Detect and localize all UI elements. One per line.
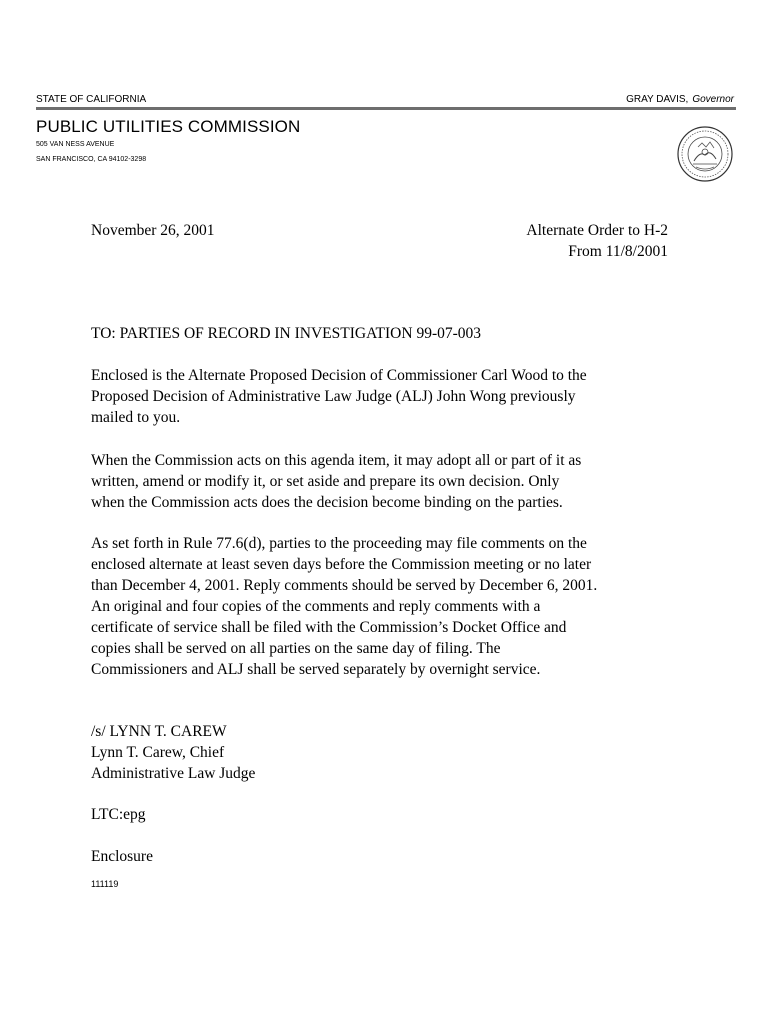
- text-line: An original and four copies of the comments and reply comments with a: [91, 598, 541, 615]
- text-line: Proposed Decision of Administrative Law Judge (ALJ) John Wong previously: [91, 388, 576, 405]
- text-line: When the Commission acts on this agenda item, it may adopt all or part of it as: [91, 452, 582, 469]
- reference-initials: LTC:epg: [91, 806, 146, 823]
- text-line: copies shall be served on all parties on the same day of filing. The: [91, 640, 501, 657]
- governor-title: Governor: [692, 94, 734, 105]
- header-divider: [36, 107, 736, 110]
- order-reference: [526, 220, 668, 262]
- enclosure-note: Enclosure: [91, 848, 153, 865]
- text-line: than December 4, 2001. Reply comments should be served by December 6, 2001.: [91, 577, 598, 594]
- paragraph-comments-rule: [91, 533, 691, 680]
- text-line: written, amend or modify it, or set aside and prepare its own decision. Only: [91, 473, 560, 490]
- signer-name: Lynn T. Carew, Chief: [91, 744, 225, 761]
- signature-block: [91, 721, 255, 784]
- text-line: certificate of service shall be filed with the Commission’s Docket Office and: [91, 619, 567, 636]
- state-seal-icon: [676, 125, 734, 183]
- state-label: STATE OF CALIFORNIA: [36, 94, 147, 105]
- text-line: As set forth in Rule 77.6(d), parties to the proceeding may file comments on the: [91, 535, 587, 552]
- paragraph-commission-action: [91, 450, 691, 513]
- paragraph-enclosure: [91, 365, 691, 428]
- text-line: mailed to you.: [91, 409, 181, 426]
- text-line: enclosed alternate at least seven days before the Commission meeting or no later: [91, 556, 592, 573]
- order-reference-line-1: Alternate Order to H-2: [526, 222, 668, 239]
- letter-date: November 26, 2001: [91, 222, 215, 239]
- address-line-2: SAN FRANCISCO, CA 94102-3298: [36, 156, 147, 163]
- address-line-1: 505 VAN NESS AVENUE: [36, 141, 115, 148]
- text-line: Enclosed is the Alternate Proposed Decision of Commissioner Carl Wood to the: [91, 367, 587, 384]
- text-line: Commissioners and ALJ shall be served separately by overnight service.: [91, 661, 541, 678]
- governor-line: [626, 94, 734, 105]
- document-number: 111119: [91, 879, 119, 889]
- addressee-line: TO: PARTIES OF RECORD IN INVESTIGATION 99-07-003: [91, 325, 482, 342]
- signature-line: /s/ LYNN T. CAREW: [91, 723, 227, 740]
- order-reference-line-2: From 11/8/2001: [568, 243, 668, 260]
- agency-name: PUBLIC UTILITIES COMMISSION: [36, 117, 301, 136]
- signer-title: Administrative Law Judge: [91, 765, 256, 782]
- governor-name: GRAY DAVIS,: [626, 94, 689, 105]
- text-line: when the Commission acts does the decision become binding on the parties.: [91, 494, 563, 511]
